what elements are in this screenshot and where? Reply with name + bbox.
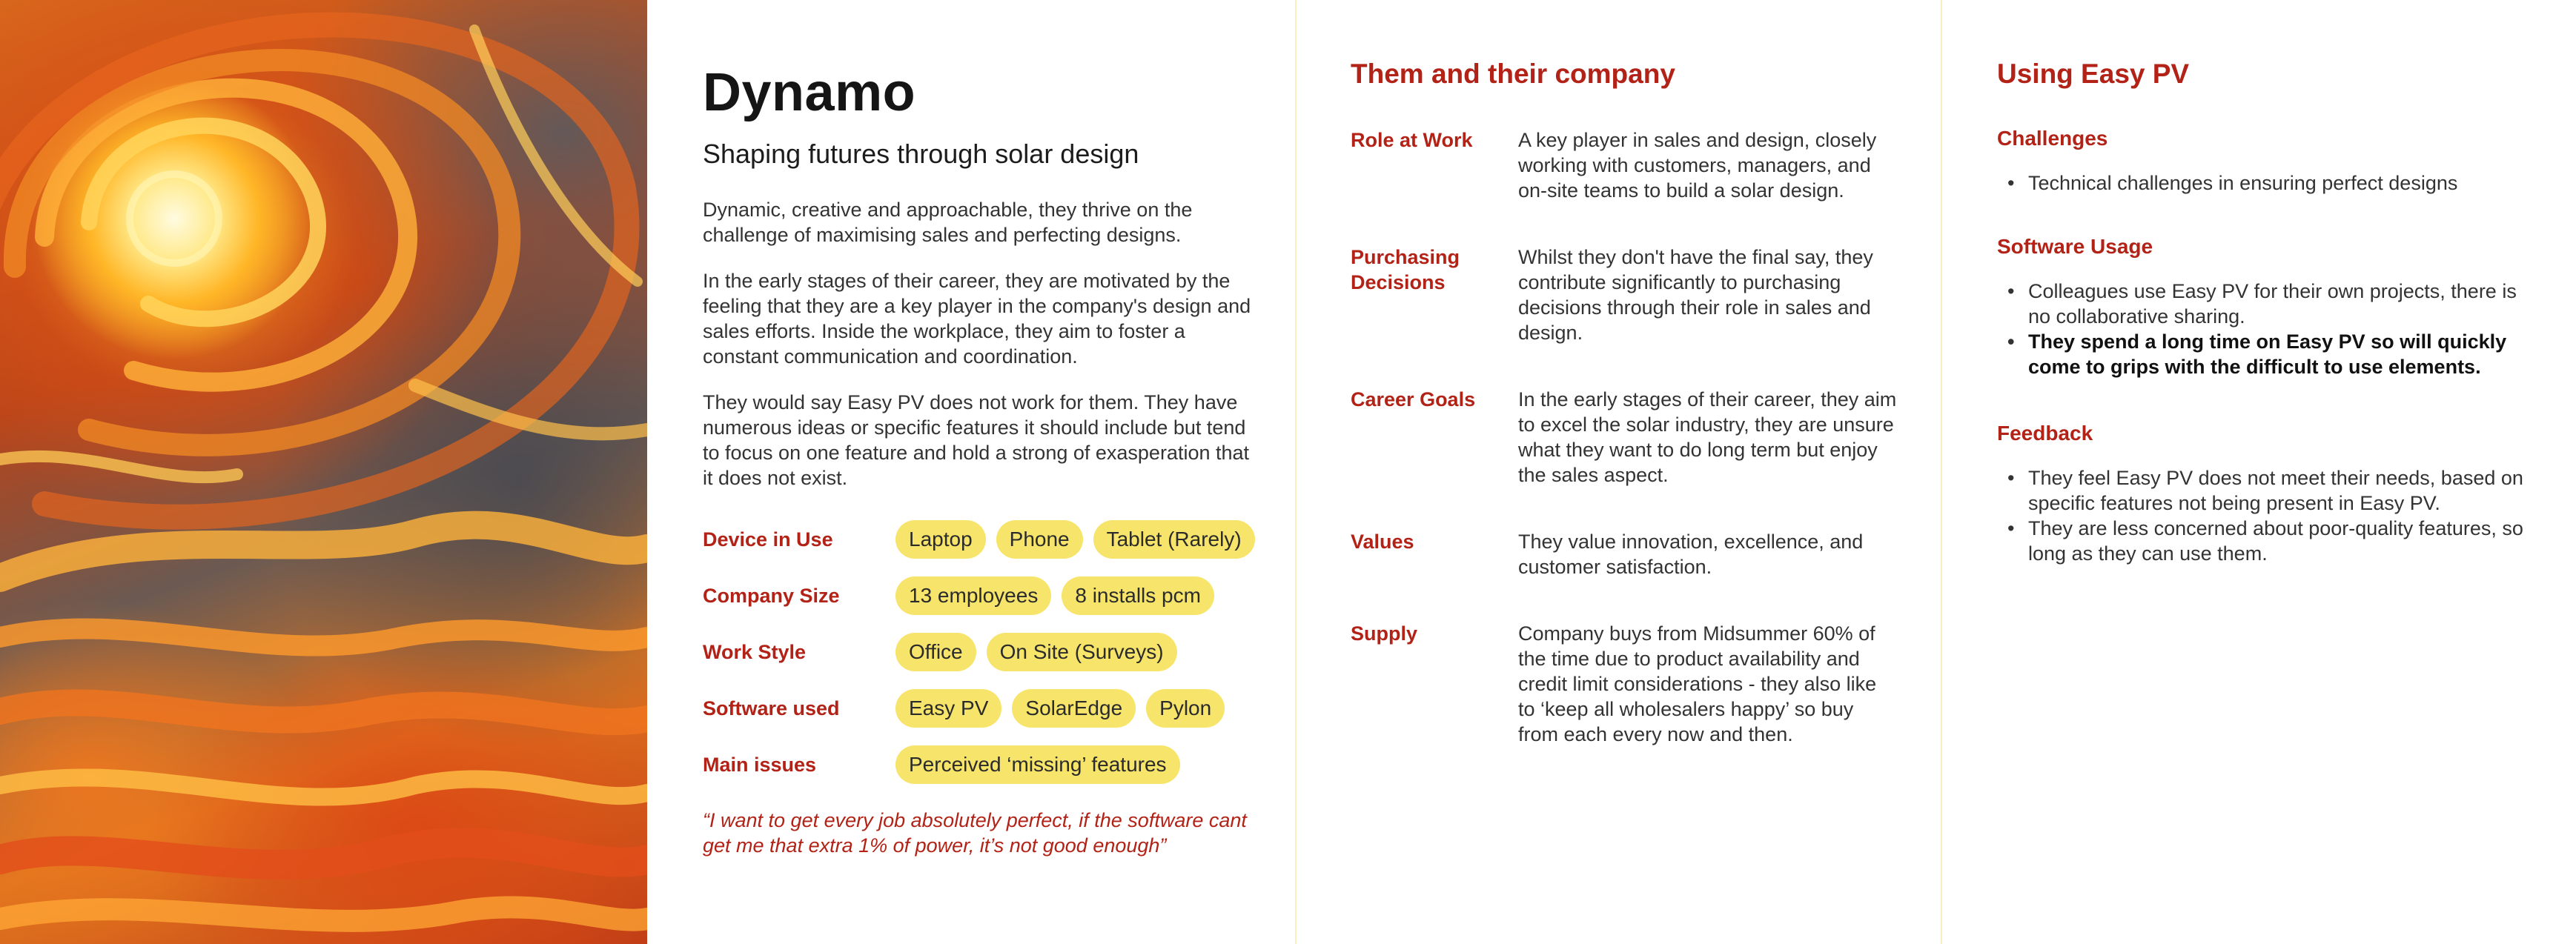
tag: Office (895, 633, 976, 671)
info-row-supply (1351, 621, 1899, 747)
column-divider (1941, 0, 1942, 944)
attribute-row-company-size (703, 576, 1266, 615)
attribute-row-work-style (703, 633, 1266, 671)
usage-section (1997, 58, 2531, 566)
list-item: • Colleagues use Easy PV for their own projects, there is no collaborative sharing. (1997, 279, 2531, 329)
fire-swirl-illustration (0, 0, 647, 944)
info-label: Values (1351, 531, 1414, 553)
subsection-title: Feedback (1997, 422, 2093, 445)
info-text: Company buys from Midsummer 60% of the time due to product availability and credit limit considerations - they also like to ‘keep all wholesalers happy’ so buy from each every now and then. (1518, 622, 1877, 745)
tag: Pylon (1146, 689, 1225, 728)
company-section (1351, 58, 1899, 747)
persona-artwork (0, 0, 647, 944)
info-label: Purchasing Decisions (1351, 246, 1460, 293)
persona-attributes (703, 520, 1266, 784)
persona-name: Dynamo (703, 63, 916, 122)
persona-overview (703, 59, 1266, 858)
tag: Perceived ‘missing’ features (895, 745, 1180, 784)
list-item: • Technical challenges in ensuring perfect designs (1997, 170, 2531, 196)
attribute-label: Work Style (703, 640, 807, 663)
feedback-block (1997, 421, 2531, 566)
info-label: Role at Work (1351, 129, 1473, 151)
list-item: • They are less concerned about poor-quality features, so long as they can use them. (1997, 516, 2531, 566)
attribute-row-software (703, 689, 1266, 728)
tag: Phone (996, 520, 1083, 559)
tag: Laptop (895, 520, 986, 559)
list-item: • They feel Easy PV does not meet their needs, based on specific features not being present in Easy PV. (1997, 465, 2531, 516)
info-row-values (1351, 529, 1899, 579)
section-title: Them and their company (1351, 59, 1675, 89)
tag: Easy PV (895, 689, 1001, 728)
info-label: Supply (1351, 622, 1418, 645)
section-title: Using Easy PV (1997, 59, 2190, 89)
subsection-title: Challenges (1997, 127, 2108, 150)
info-text: A key player in sales and design, closely working with customers, managers, and on-site teams to build a solar design. (1518, 129, 1877, 202)
info-row-purchasing (1351, 245, 1899, 345)
persona-tagline: Shaping futures through solar design (703, 139, 1139, 169)
tag: 8 installs pcm (1062, 576, 1214, 615)
attribute-row-main-issues (703, 745, 1266, 784)
column-divider (1295, 0, 1297, 944)
attribute-label: Device in Use (703, 528, 833, 551)
software-usage-list (1997, 279, 2531, 379)
persona-description-1: Dynamic, creative and approachable, they thrive on the challenge of maximising sales and perfecting designs. (703, 199, 1193, 246)
feedback-list (1997, 465, 2531, 566)
tag: SolarEdge (1012, 689, 1136, 728)
persona-quote: “I want to get every job absolutely perfect, if the software cant get me that extra 1% of power, it’s not good enough” (703, 809, 1247, 857)
persona-description-2: In the early stages of their career, they are motivated by the feeling that they are a key player in the company's design and sales efforts. Inside the workplace, they aim to foster a constant communication and coordination. (703, 270, 1251, 368)
challenges-list (1997, 170, 2531, 196)
persona-description-3: They would say Easy PV does not work for them. They have numerous ideas or specific features it should include but tend to focus on one feature and hold a strong of exasperation that it does not exist. (703, 391, 1250, 489)
attribute-label: Company Size (703, 584, 840, 607)
info-text: In the early stages of their career, they aim to excel the solar industry, they are unsure what they want to do long term but enjoy the sales aspect. (1518, 388, 1897, 486)
info-text: Whilst they don't have the final say, they contribute significantly to purchasing decisions through their role in sales and design. (1518, 246, 1873, 344)
attribute-row-device (703, 520, 1266, 559)
tag: On Site (Surveys) (987, 633, 1177, 671)
info-label: Career Goals (1351, 388, 1476, 410)
subsection-title: Software Usage (1997, 235, 2153, 258)
attribute-label: Software used (703, 697, 840, 719)
info-text: They value innovation, excellence, and customer satisfaction. (1518, 531, 1864, 578)
software-usage-block (1997, 234, 2531, 379)
tag: Tablet (Rarely) (1093, 520, 1255, 559)
info-row-career (1351, 387, 1899, 488)
tag: 13 employees (895, 576, 1051, 615)
list-item: • They spend a long time on Easy PV so will quickly come to grips with the difficult to use elements. (1997, 329, 2531, 379)
info-row-role (1351, 127, 1899, 203)
challenges-block (1997, 126, 2531, 196)
attribute-label: Main issues (703, 753, 817, 776)
